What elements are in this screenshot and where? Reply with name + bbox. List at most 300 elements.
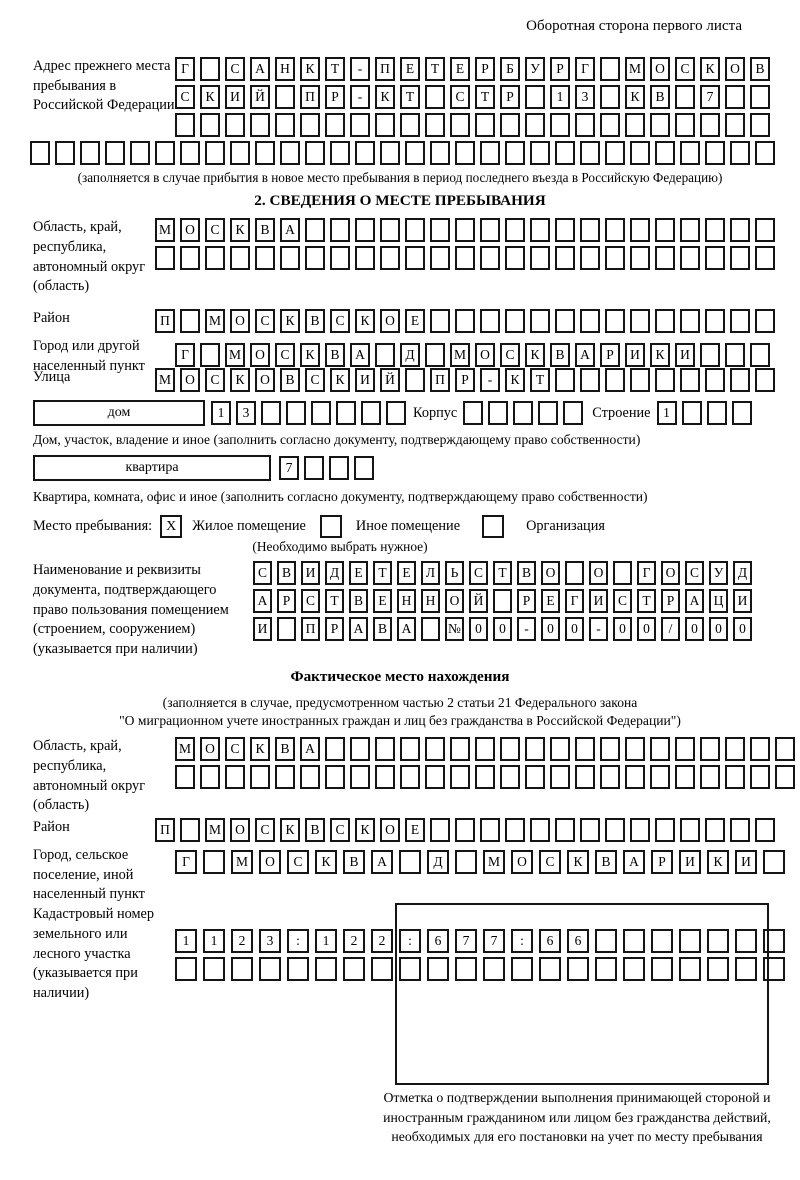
char-box[interactable]: Б — [500, 57, 520, 81]
char-box[interactable]: И — [679, 850, 701, 874]
char-box[interactable]: К — [650, 343, 670, 367]
char-box[interactable] — [605, 141, 625, 165]
char-box[interactable] — [700, 113, 720, 137]
char-box[interactable]: К — [200, 85, 220, 109]
char-box[interactable] — [725, 343, 745, 367]
char-box[interactable]: Е — [405, 818, 425, 842]
char-box[interactable] — [259, 957, 281, 981]
char-box[interactable]: Е — [400, 57, 420, 81]
char-box[interactable]: 0 — [637, 617, 656, 641]
char-box[interactable] — [380, 218, 400, 242]
char-box[interactable]: К — [375, 85, 395, 109]
char-box[interactable] — [480, 218, 500, 242]
char-box[interactable]: 6 — [567, 929, 589, 953]
char-box[interactable]: М — [625, 57, 645, 81]
char-box[interactable]: О — [511, 850, 533, 874]
char-box[interactable] — [605, 246, 625, 270]
char-box[interactable] — [755, 246, 775, 270]
char-box[interactable]: Т — [475, 85, 495, 109]
char-box[interactable] — [705, 141, 725, 165]
char-box[interactable]: Е — [450, 57, 470, 81]
char-box[interactable]: - — [480, 368, 500, 392]
char-box[interactable] — [675, 737, 695, 761]
char-box[interactable] — [575, 113, 595, 137]
char-box[interactable] — [275, 85, 295, 109]
char-box[interactable]: - — [350, 57, 370, 81]
char-box[interactable]: А — [253, 589, 272, 613]
char-box[interactable]: А — [300, 737, 320, 761]
char-box[interactable]: Р — [455, 368, 475, 392]
char-box[interactable]: К — [567, 850, 589, 874]
char-box[interactable]: С — [685, 561, 704, 585]
char-box[interactable]: А — [250, 57, 270, 81]
char-box[interactable]: 0 — [493, 617, 512, 641]
char-box[interactable]: У — [709, 561, 728, 585]
char-box[interactable] — [675, 113, 695, 137]
char-box[interactable]: Т — [373, 561, 392, 585]
char-box[interactable]: В — [325, 343, 345, 367]
char-box[interactable]: 0 — [733, 617, 752, 641]
char-box[interactable] — [205, 246, 225, 270]
char-box[interactable] — [550, 765, 570, 789]
char-box[interactable] — [280, 141, 300, 165]
char-box[interactable] — [475, 737, 495, 761]
char-box[interactable]: Г — [175, 850, 197, 874]
char-box[interactable] — [705, 368, 725, 392]
char-box[interactable] — [530, 141, 550, 165]
char-box[interactable]: К — [280, 818, 300, 842]
char-box[interactable] — [555, 368, 575, 392]
char-box[interactable]: 3 — [575, 85, 595, 109]
char-box[interactable] — [500, 113, 520, 137]
char-box[interactable] — [555, 218, 575, 242]
char-box[interactable] — [355, 246, 375, 270]
char-box[interactable] — [530, 818, 550, 842]
char-box[interactable]: Ь — [445, 561, 464, 585]
char-box[interactable] — [155, 246, 175, 270]
char-box[interactable]: П — [375, 57, 395, 81]
char-box[interactable] — [336, 401, 356, 425]
char-box[interactable] — [505, 141, 525, 165]
char-box[interactable]: К — [300, 343, 320, 367]
char-box[interactable]: К — [330, 368, 350, 392]
char-box[interactable] — [605, 218, 625, 242]
char-box[interactable]: Й — [250, 85, 270, 109]
char-box[interactable] — [155, 141, 175, 165]
char-box[interactable] — [205, 141, 225, 165]
char-box[interactable]: В — [277, 561, 296, 585]
char-box[interactable]: 0 — [613, 617, 632, 641]
char-box[interactable]: С — [330, 818, 350, 842]
char-box[interactable] — [580, 368, 600, 392]
char-box[interactable]: Р — [661, 589, 680, 613]
char-box[interactable]: Ц — [709, 589, 728, 613]
char-box[interactable] — [600, 57, 620, 81]
char-box[interactable]: О — [230, 309, 250, 333]
char-box[interactable]: М — [483, 850, 505, 874]
char-box[interactable] — [655, 246, 675, 270]
char-box[interactable] — [580, 218, 600, 242]
char-box[interactable]: О — [475, 343, 495, 367]
char-box[interactable]: 7 — [455, 929, 477, 953]
char-box[interactable] — [463, 401, 483, 425]
char-box[interactable]: С — [469, 561, 488, 585]
char-box[interactable] — [680, 218, 700, 242]
char-box[interactable] — [550, 737, 570, 761]
char-box[interactable]: Т — [325, 589, 344, 613]
char-box[interactable]: : — [399, 929, 421, 953]
char-box[interactable]: Г — [175, 57, 195, 81]
char-box[interactable] — [700, 765, 720, 789]
char-box[interactable]: О — [445, 589, 464, 613]
char-box[interactable] — [325, 737, 345, 761]
char-box[interactable]: 0 — [565, 617, 584, 641]
char-box[interactable]: 6 — [427, 929, 449, 953]
char-box[interactable] — [605, 818, 625, 842]
char-box[interactable] — [175, 957, 197, 981]
char-box[interactable]: В — [255, 218, 275, 242]
char-box[interactable] — [255, 141, 275, 165]
char-box[interactable]: И — [355, 368, 375, 392]
char-box[interactable]: Р — [475, 57, 495, 81]
char-box[interactable]: Н — [275, 57, 295, 81]
char-box[interactable] — [430, 141, 450, 165]
char-box[interactable]: О — [589, 561, 608, 585]
char-box[interactable] — [400, 113, 420, 137]
char-box[interactable]: Е — [405, 309, 425, 333]
char-box[interactable]: К — [315, 850, 337, 874]
char-box[interactable]: И — [301, 561, 320, 585]
char-box[interactable] — [455, 218, 475, 242]
char-box[interactable] — [730, 246, 750, 270]
char-box[interactable] — [730, 368, 750, 392]
char-box[interactable] — [400, 737, 420, 761]
char-box[interactable] — [530, 309, 550, 333]
char-box[interactable]: 2 — [371, 929, 393, 953]
char-box[interactable] — [700, 343, 720, 367]
char-box[interactable] — [675, 765, 695, 789]
char-box[interactable]: В — [750, 57, 770, 81]
char-box[interactable]: Е — [349, 561, 368, 585]
char-box[interactable]: № — [445, 617, 464, 641]
char-box[interactable]: 1 — [175, 929, 197, 953]
char-box[interactable] — [175, 765, 195, 789]
char-box[interactable]: В — [650, 85, 670, 109]
char-box[interactable] — [630, 368, 650, 392]
char-box[interactable] — [430, 309, 450, 333]
char-box[interactable] — [500, 737, 520, 761]
char-box[interactable] — [325, 113, 345, 137]
char-box[interactable] — [630, 818, 650, 842]
char-box[interactable] — [680, 368, 700, 392]
char-box[interactable] — [354, 456, 374, 480]
char-box[interactable]: Н — [421, 589, 440, 613]
char-box[interactable]: М — [205, 818, 225, 842]
char-box[interactable] — [405, 368, 425, 392]
checkbox-zhiloe[interactable]: X — [160, 515, 182, 538]
char-box[interactable] — [250, 113, 270, 137]
char-box[interactable] — [580, 818, 600, 842]
char-box[interactable] — [225, 765, 245, 789]
char-box[interactable]: 7 — [700, 85, 720, 109]
char-box[interactable]: К — [250, 737, 270, 761]
char-box[interactable]: А — [349, 617, 368, 641]
char-box[interactable]: Д — [400, 343, 420, 367]
char-box[interactable]: С — [675, 57, 695, 81]
char-box[interactable] — [525, 737, 545, 761]
char-box[interactable]: 2 — [343, 929, 365, 953]
char-box[interactable] — [630, 246, 650, 270]
char-box[interactable] — [305, 246, 325, 270]
char-box[interactable]: П — [301, 617, 320, 641]
char-box[interactable]: Д — [733, 561, 752, 585]
char-box[interactable]: К — [300, 57, 320, 81]
char-box[interactable] — [130, 141, 150, 165]
char-box[interactable] — [605, 368, 625, 392]
char-box[interactable] — [386, 401, 406, 425]
char-box[interactable]: П — [300, 85, 320, 109]
char-box[interactable] — [480, 309, 500, 333]
char-box[interactable]: П — [430, 368, 450, 392]
char-box[interactable] — [707, 401, 727, 425]
char-box[interactable]: В — [275, 737, 295, 761]
char-box[interactable] — [455, 246, 475, 270]
char-box[interactable] — [750, 737, 770, 761]
char-box[interactable] — [329, 456, 349, 480]
char-box[interactable] — [705, 246, 725, 270]
char-box[interactable]: Р — [517, 589, 536, 613]
char-box[interactable]: / — [661, 617, 680, 641]
char-box[interactable]: С — [539, 850, 561, 874]
char-box[interactable] — [750, 113, 770, 137]
char-box[interactable] — [361, 401, 381, 425]
char-box[interactable] — [203, 957, 225, 981]
char-box[interactable]: Г — [565, 589, 584, 613]
char-box[interactable]: Е — [397, 561, 416, 585]
char-box[interactable] — [475, 765, 495, 789]
char-box[interactable] — [725, 85, 745, 109]
char-box[interactable] — [405, 218, 425, 242]
char-box[interactable]: 1 — [315, 929, 337, 953]
char-box[interactable] — [231, 957, 253, 981]
char-box[interactable] — [55, 141, 75, 165]
char-box[interactable] — [600, 113, 620, 137]
char-box[interactable] — [655, 218, 675, 242]
char-box[interactable]: П — [155, 309, 175, 333]
char-box[interactable]: С — [305, 368, 325, 392]
char-box[interactable] — [575, 737, 595, 761]
char-box[interactable] — [286, 401, 306, 425]
char-box[interactable]: В — [517, 561, 536, 585]
char-box[interactable] — [311, 401, 331, 425]
char-box[interactable] — [725, 113, 745, 137]
char-box[interactable] — [304, 456, 324, 480]
char-box[interactable] — [305, 141, 325, 165]
char-box[interactable]: И — [733, 589, 752, 613]
char-box[interactable] — [725, 737, 745, 761]
char-box[interactable] — [305, 218, 325, 242]
char-box[interactable]: М — [155, 218, 175, 242]
char-box[interactable] — [700, 737, 720, 761]
char-box[interactable] — [275, 765, 295, 789]
char-box[interactable] — [650, 765, 670, 789]
char-box[interactable]: О — [380, 309, 400, 333]
char-box[interactable] — [705, 309, 725, 333]
char-box[interactable] — [655, 818, 675, 842]
char-box[interactable] — [343, 957, 365, 981]
char-box[interactable] — [563, 401, 583, 425]
char-box[interactable]: В — [595, 850, 617, 874]
char-box[interactable]: В — [550, 343, 570, 367]
char-box[interactable] — [630, 309, 650, 333]
char-box[interactable] — [287, 957, 309, 981]
char-box[interactable]: А — [280, 218, 300, 242]
char-box[interactable]: Р — [600, 343, 620, 367]
char-box[interactable]: С — [287, 850, 309, 874]
char-box[interactable] — [325, 765, 345, 789]
char-box[interactable]: 0 — [541, 617, 560, 641]
char-box[interactable]: 7 — [279, 456, 299, 480]
char-box[interactable]: Й — [469, 589, 488, 613]
char-box[interactable]: С — [301, 589, 320, 613]
char-box[interactable] — [280, 246, 300, 270]
char-box[interactable] — [455, 141, 475, 165]
char-box[interactable]: : — [287, 929, 309, 953]
char-box[interactable] — [625, 113, 645, 137]
char-box[interactable] — [525, 113, 545, 137]
char-box[interactable] — [200, 113, 220, 137]
char-box[interactable]: Р — [277, 589, 296, 613]
char-box[interactable]: 1 — [203, 929, 225, 953]
char-box[interactable] — [300, 765, 320, 789]
char-box[interactable]: С — [500, 343, 520, 367]
char-box[interactable] — [625, 737, 645, 761]
char-box[interactable]: Р — [325, 85, 345, 109]
char-box[interactable] — [755, 818, 775, 842]
char-box[interactable] — [505, 309, 525, 333]
char-box[interactable] — [600, 765, 620, 789]
char-box[interactable] — [203, 850, 225, 874]
char-box[interactable]: Д — [325, 561, 344, 585]
char-box[interactable] — [530, 218, 550, 242]
char-box[interactable] — [400, 765, 420, 789]
char-box[interactable]: С — [175, 85, 195, 109]
char-box[interactable]: Т — [637, 589, 656, 613]
char-box[interactable] — [315, 957, 337, 981]
char-box[interactable] — [200, 765, 220, 789]
char-box[interactable] — [475, 113, 495, 137]
char-box[interactable] — [755, 141, 775, 165]
char-box[interactable]: Т — [400, 85, 420, 109]
char-box[interactable] — [705, 818, 725, 842]
char-box[interactable] — [180, 141, 200, 165]
char-box[interactable] — [30, 141, 50, 165]
char-box[interactable]: Т — [493, 561, 512, 585]
char-box[interactable] — [200, 343, 220, 367]
char-box[interactable] — [538, 401, 558, 425]
char-box[interactable]: О — [541, 561, 560, 585]
char-box[interactable]: С — [253, 561, 272, 585]
char-box[interactable]: - — [517, 617, 536, 641]
char-box[interactable]: 0 — [709, 617, 728, 641]
char-box[interactable]: Р — [325, 617, 344, 641]
char-box[interactable] — [550, 113, 570, 137]
char-box[interactable] — [450, 737, 470, 761]
char-box[interactable] — [261, 401, 281, 425]
char-box[interactable]: 1 — [211, 401, 231, 425]
char-box[interactable]: О — [180, 218, 200, 242]
char-box[interactable] — [488, 401, 508, 425]
char-box[interactable] — [80, 141, 100, 165]
char-box[interactable] — [430, 246, 450, 270]
char-box[interactable] — [600, 85, 620, 109]
char-box[interactable] — [680, 818, 700, 842]
char-box[interactable]: И — [675, 343, 695, 367]
char-box[interactable] — [105, 141, 125, 165]
char-box[interactable] — [350, 737, 370, 761]
char-box[interactable]: К — [505, 368, 525, 392]
char-box[interactable] — [480, 246, 500, 270]
char-box[interactable]: 3 — [236, 401, 256, 425]
char-box[interactable]: Т — [325, 57, 345, 81]
char-box[interactable] — [725, 765, 745, 789]
char-box[interactable]: У — [525, 57, 545, 81]
char-box[interactable] — [380, 246, 400, 270]
char-box[interactable]: С — [225, 737, 245, 761]
char-box[interactable]: С — [225, 57, 245, 81]
char-box[interactable] — [455, 850, 477, 874]
char-box[interactable]: 1 — [657, 401, 677, 425]
char-box[interactable]: О — [380, 818, 400, 842]
char-box[interactable]: О — [259, 850, 281, 874]
char-box[interactable] — [625, 765, 645, 789]
char-box[interactable]: М — [155, 368, 175, 392]
char-box[interactable] — [655, 309, 675, 333]
char-box[interactable] — [425, 343, 445, 367]
char-box[interactable]: С — [450, 85, 470, 109]
char-box[interactable] — [380, 141, 400, 165]
char-box[interactable]: П — [155, 818, 175, 842]
char-box[interactable] — [480, 141, 500, 165]
char-box[interactable] — [750, 765, 770, 789]
char-box[interactable] — [575, 765, 595, 789]
char-box[interactable] — [355, 141, 375, 165]
char-box[interactable]: О — [250, 343, 270, 367]
char-box[interactable]: Е — [541, 589, 560, 613]
char-box[interactable] — [525, 765, 545, 789]
char-box[interactable] — [775, 765, 795, 789]
char-box[interactable]: О — [725, 57, 745, 81]
char-box[interactable]: В — [343, 850, 365, 874]
char-box[interactable] — [255, 246, 275, 270]
char-box[interactable]: Р — [500, 85, 520, 109]
char-box[interactable] — [732, 401, 752, 425]
char-box[interactable] — [230, 141, 250, 165]
char-box[interactable]: 7 — [483, 929, 505, 953]
char-box[interactable] — [277, 617, 296, 641]
char-box[interactable] — [600, 737, 620, 761]
char-box[interactable] — [500, 765, 520, 789]
char-box[interactable]: М — [205, 309, 225, 333]
char-box[interactable]: - — [350, 85, 370, 109]
char-box[interactable] — [480, 818, 500, 842]
char-box[interactable]: С — [255, 818, 275, 842]
char-box[interactable] — [330, 246, 350, 270]
char-box[interactable]: М — [450, 343, 470, 367]
char-box[interactable] — [375, 343, 395, 367]
char-box[interactable]: Л — [421, 561, 440, 585]
char-box[interactable] — [775, 737, 795, 761]
